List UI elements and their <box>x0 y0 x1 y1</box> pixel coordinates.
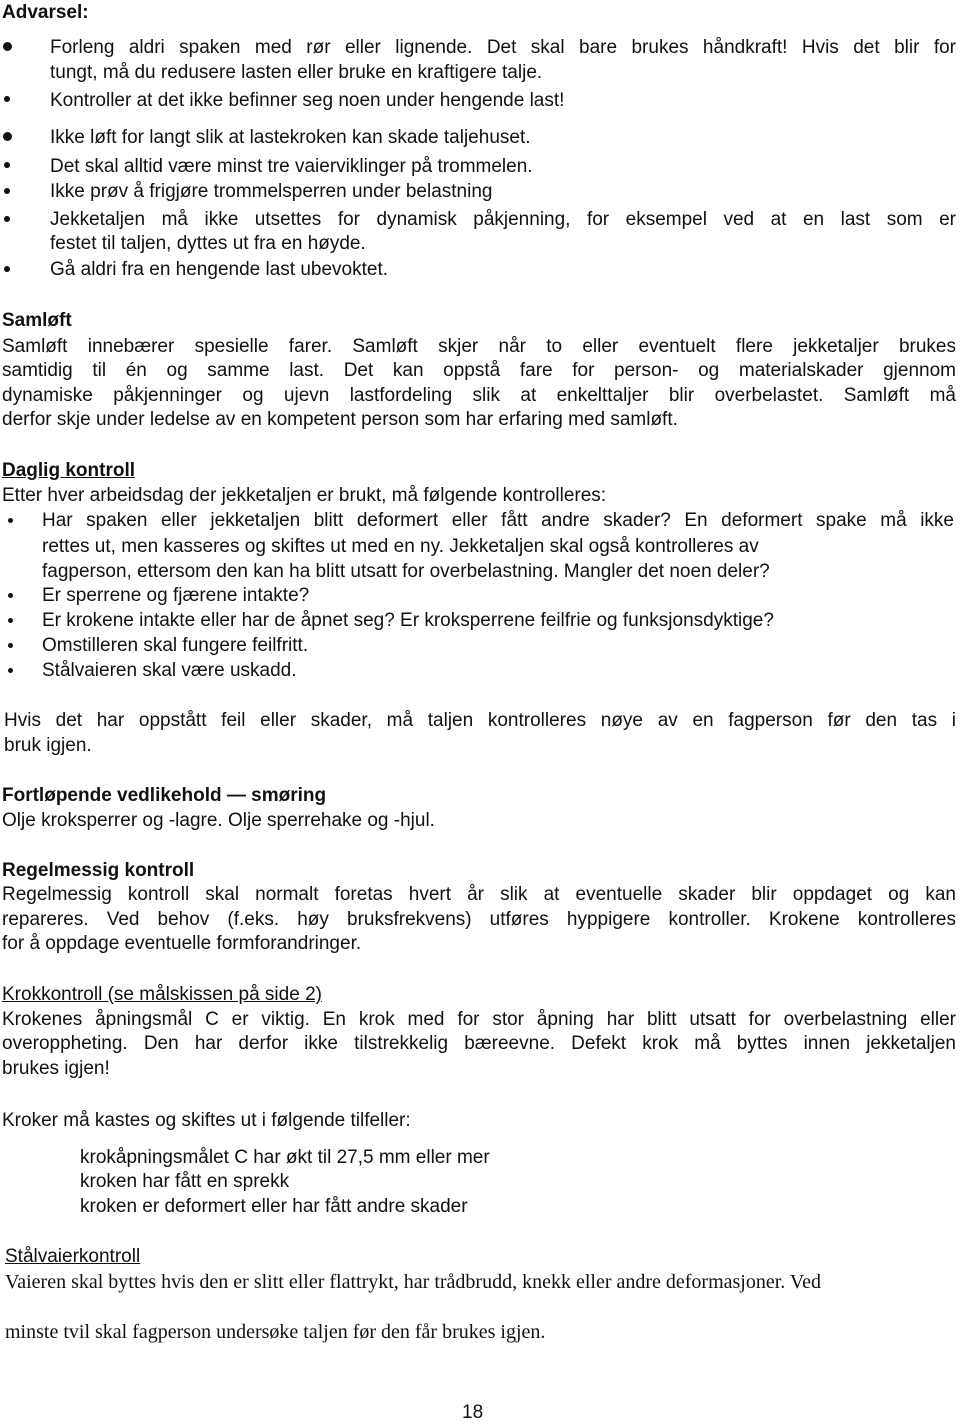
text-line: Samløft innebærer spesielle farer. Samløft skjer når to eller eventuelt flere jekketaljer brukes <box>2 336 956 357</box>
list-item: tungt, må du redusere lasten eller bruke en kraftigere talje. <box>50 62 543 83</box>
list-item: Gå aldri fra en hengende last ubevoktet. <box>50 259 389 280</box>
text-line: Hvis det har oppstått feil eller skader, må taljen kontrolleres nøye av en fagperson før den tas i <box>4 710 956 731</box>
text-line: repareres. Ved behov (f.eks. høy bruksfrekvens) utføres hyppigere kontroller. Krokene kontrolleres <box>2 909 956 930</box>
list-item: Jekketaljen må ikke utsettes for dynamisk påkjenning, for eksempel ved at en last som er <box>50 209 956 230</box>
list-item: kroken er deformert eller har fått andre skader <box>80 1196 468 1217</box>
list-item: kroken har fått en sprekk <box>80 1171 290 1192</box>
text-line: overoppheting. Den har derfor ikke tilstrekkelig bæreevne. Defekt krok må byttes innen jekketaljen <box>2 1033 956 1054</box>
bullet-icon <box>8 668 13 673</box>
bullet-icon <box>3 132 12 141</box>
krok-intro: Kroker må kastes og skiftes ut i følgende tilfeller: <box>2 1110 411 1131</box>
list-item: Er krokene intakte eller har de åpnet seg? Er kroksperrene feilfrie og funksjonsdyktige? <box>42 610 774 631</box>
text-line: Krokenes åpningsmål C er viktig. En krok med for stor åpning har blitt utsatt for overbelastning eller <box>2 1009 956 1030</box>
page-number: 18 <box>462 1402 484 1423</box>
text-line: brukes igjen! <box>2 1058 110 1079</box>
regelmessig-heading: Regelmessig kontroll <box>2 860 195 881</box>
bullet-icon <box>8 643 13 648</box>
vaier-line-2: minste tvil skal fagperson undersøke taljen før den får brukes igjen. <box>5 1321 546 1343</box>
vedlikehold-text: Olje kroksperrer og -lagre. Olje sperrehake og -hjul. <box>2 810 435 831</box>
bullet-icon <box>4 96 10 102</box>
list-item: rettes ut, men kasseres og skiftes ut med en ny. Jekketaljen skal også kontrolleres av <box>42 536 759 557</box>
samloft-heading: Samløft <box>2 310 72 331</box>
list-item: Kontroller at det ikke befinner seg noen under hengende last! <box>50 90 565 111</box>
text-line: bruk igjen. <box>4 735 92 756</box>
daglig-heading: Daglig kontroll <box>2 460 135 481</box>
list-item: festet til taljen, dyttes ut fra en høyde. <box>50 233 366 254</box>
bullet-icon <box>3 42 12 51</box>
list-item: Stålvaieren skal være uskadd. <box>42 660 297 681</box>
bullet-icon <box>4 188 10 194</box>
bullet-icon <box>4 266 10 272</box>
text-line: derfor skje under ledelse av en kompetent person som har erfaring med samløft. <box>2 409 678 430</box>
list-item: Det skal alltid være minst tre vaierviklinger på trommelen. <box>50 156 533 177</box>
vaier-heading: Stålvaierkontroll <box>5 1246 141 1267</box>
krok-heading: Krokkontroll (se målskissen på side 2) <box>2 984 322 1005</box>
text-line: dynamiske påkjenninger og ujevn lastfordeling slik at enkelttaljer blir overbelastet. Samløft må <box>2 385 956 406</box>
list-item: fagperson, ettersom den kan ha blitt utsatt for overbelastning. Mangler det noen deler? <box>42 561 770 582</box>
list-item: Ikke løft for langt slik at lastekroken kan skade taljehuset. <box>50 127 531 148</box>
text-line: samtidig til én og samme last. Det kan oppstå fare for person- og materialskader gjennom <box>2 360 956 381</box>
list-item: Omstilleren skal fungere feilfritt. <box>42 635 309 656</box>
advarsel-heading: Advarsel: <box>2 2 89 23</box>
list-item: Ikke prøv å frigjøre trommelsperren under belastning <box>50 181 493 202</box>
bullet-icon <box>8 518 13 523</box>
list-item: krokåpningsmålet C har økt til 27,5 mm eller mer <box>80 1147 490 1168</box>
daglig-intro: Etter hver arbeidsdag der jekketaljen er brukt, må følgende kontrolleres: <box>2 485 607 506</box>
list-item: Forleng aldri spaken med rør eller lignende. Det skal bare brukes håndkraft! Hvis det blir for <box>50 37 956 58</box>
bullet-icon <box>4 162 10 168</box>
bullet-icon <box>8 618 13 623</box>
list-item: Er sperrene og fjærene intakte? <box>42 585 310 606</box>
list-item: Har spaken eller jekketaljen blitt deformert eller fått andre skader? En deformert spake må ikke <box>42 510 954 531</box>
bullet-icon <box>4 216 10 222</box>
vaier-line-1: Vaieren skal byttes hvis den er slitt eller flattrykt, har trådbrudd, knekk eller andre deformasjoner. Ved <box>5 1271 822 1293</box>
vedlikehold-heading: Fortløpende vedlikehold — smøring <box>2 785 327 806</box>
text-line: for å oppdage eventuelle formforandringer. <box>2 933 362 954</box>
bullet-icon <box>8 593 13 598</box>
text-line: Regelmessig kontroll skal normalt foretas hvert år slik at eventuelle skader blir oppdaget og kan <box>2 884 956 905</box>
